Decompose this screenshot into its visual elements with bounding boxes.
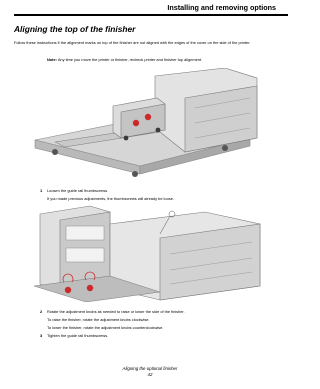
note-text: Any time you move the printer or finisher, recheck printer and finisher top alignment. xyxy=(56,57,203,62)
thumbscrew-marker xyxy=(133,120,139,126)
finisher-adjustment-illustration xyxy=(30,204,262,302)
step-text: Tighten the guide rail thumbscrews. xyxy=(47,333,109,338)
footer-title: Aligning the optional finisher xyxy=(122,366,178,371)
note xyxy=(47,57,202,62)
section-title: Aligning the top of the finisher xyxy=(14,24,136,34)
step-number: 1 xyxy=(40,188,43,193)
adjustment-knob-marker xyxy=(87,285,93,291)
step-subtext: If you made previous adjustments, the thumbscrews will already be loose. xyxy=(47,196,174,201)
intro-paragraph: Follow these instructions if the alignment marks on top of the finisher are not aligned with the edges of the cover on the side of the printer. xyxy=(14,40,251,45)
step-number: 2 xyxy=(40,309,43,314)
adjustment-knob-marker xyxy=(65,287,71,293)
header-title: Installing and removing options xyxy=(167,3,276,12)
step-number: 3 xyxy=(40,333,43,338)
note-label: Note: xyxy=(47,57,57,62)
thumbscrew-marker xyxy=(145,114,151,120)
finisher-guide-rail-illustration xyxy=(25,68,260,182)
step-subtext: To lower the finisher, rotate the adjustment knobs counterclockwise. xyxy=(47,325,164,330)
header-rule xyxy=(14,14,288,16)
page-number: 42 xyxy=(147,372,153,377)
step-text: Rotate the adjustment knobs as needed to raise or lower the side of the finisher. xyxy=(47,309,185,314)
step-subtext: To raise the finisher, rotate the adjustment knobs clockwise. xyxy=(47,317,150,322)
step-text: Loosen the guide rail thumbscrews. xyxy=(47,188,109,193)
